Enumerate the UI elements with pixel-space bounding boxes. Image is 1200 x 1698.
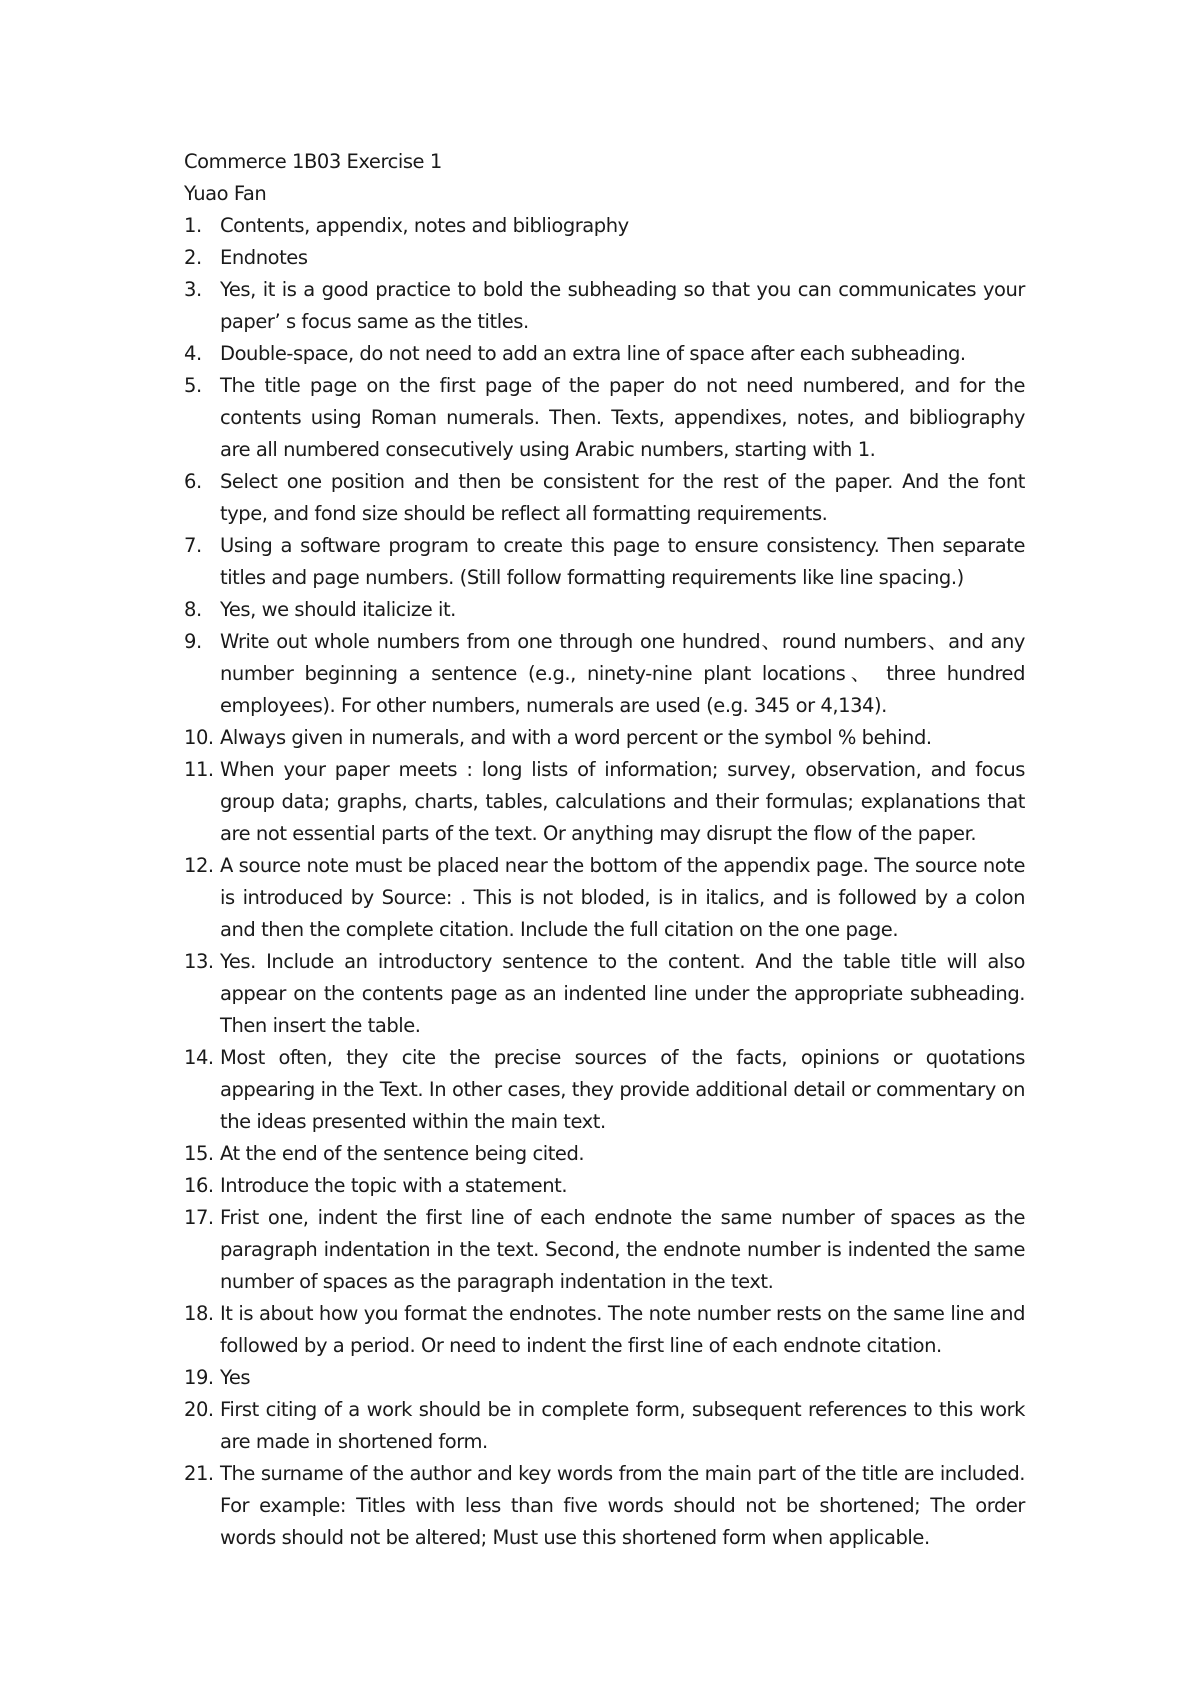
item-number: 6.: [184, 470, 202, 493]
item-number: 4.: [184, 342, 202, 365]
list-item: [184, 242, 1025, 274]
item-text: Frist one, indent the first line of each endnote the same number of spaces as the paragraph indentation in the text. Second, the endnote number is indented the same number of spaces as the paragraph indentation in the text.: [220, 1206, 1025, 1293]
item-text: Double-space, do not need to add an extra line of space after each subheading.: [220, 342, 966, 365]
item-text: At the end of the sentence being cited.: [220, 1142, 585, 1165]
item-number: 15.: [184, 1142, 214, 1165]
list-item: [184, 1394, 1025, 1458]
item-number: 21.: [184, 1462, 214, 1485]
item-number: 17.: [184, 1206, 214, 1229]
list-item: [184, 946, 1025, 1042]
list-item: [184, 1362, 1025, 1394]
item-text: It is about how you format the endnotes. The note number rests on the same line and followed by a period. Or need to indent the first line of each endnote citation.: [220, 1302, 1025, 1357]
item-number: 7.: [184, 534, 202, 557]
document-page: [184, 146, 1025, 1554]
list-item: [184, 210, 1025, 242]
item-number: 8.: [184, 598, 202, 621]
list-item: [184, 1138, 1025, 1170]
list-item: [184, 850, 1025, 946]
item-number: 12.: [184, 854, 214, 877]
item-text: Write out whole numbers from one through one hundred、round numbers、and any number beginning a sentence (e.g., ninety-nine plant locations、 three hundred employees). For other numbers, numerals are used (e.g. 345 or 4,134).: [220, 630, 1025, 717]
item-text: Introduce the topic with a statement.: [220, 1174, 568, 1197]
list-item: [184, 594, 1025, 626]
item-text: Yes: [220, 1366, 251, 1389]
item-number: 1.: [184, 214, 202, 237]
list-item: [184, 338, 1025, 370]
item-text: Using a software program to create this page to ensure consistency. Then separate titles and page numbers. (Still follow formatting requirements like line spacing.): [220, 534, 1025, 589]
list-item: [184, 370, 1025, 466]
item-number: 13.: [184, 950, 214, 973]
list-item: [184, 1298, 1025, 1362]
list-item: [184, 1042, 1025, 1138]
item-number: 10.: [184, 726, 214, 749]
item-text: Select one position and then be consistent for the rest of the paper. And the font type, and fond size should be reflect all formatting requirements.: [220, 470, 1025, 525]
list-item: [184, 1458, 1025, 1554]
answer-list: [184, 210, 1025, 1554]
item-text: Yes, it is a good practice to bold the subheading so that you can communicates your paper’ s focus same as the titles.: [220, 278, 1025, 333]
document-title: Commerce 1B03 Exercise 1: [184, 150, 442, 173]
item-text: Yes, we should italicize it.: [220, 598, 456, 621]
item-text: Yes. Include an introductory sentence to the content. And the table title will also appear on the contents page as an indented line under the appropriate subheading. Then insert the table.: [220, 950, 1025, 1037]
item-text: First citing of a work should be in complete form, subsequent references to this work are made in shortened form.: [220, 1398, 1025, 1453]
author-name: Yuao Fan: [184, 182, 267, 205]
list-item: [184, 466, 1025, 530]
list-item: [184, 1170, 1025, 1202]
item-number: 2.: [184, 246, 202, 269]
item-number: 19.: [184, 1366, 214, 1389]
item-number: 3.: [184, 278, 202, 301]
list-item: [184, 722, 1025, 754]
list-item: [184, 1202, 1025, 1298]
item-text: Contents, appendix, notes and bibliography: [220, 214, 629, 237]
list-item: [184, 530, 1025, 594]
list-item: [184, 626, 1025, 722]
item-number: 20.: [184, 1398, 214, 1421]
item-text: Most often, they cite the precise sources of the facts, opinions or quotations appearing in the Text. In other cases, they provide additional detail or commentary on the ideas presented within the main text.: [220, 1046, 1025, 1133]
list-item: [184, 274, 1025, 338]
item-text: Endnotes: [220, 246, 308, 269]
item-text: The title page on the first page of the paper do not need numbered, and for the contents using Roman numerals. Then. Texts, appendixes, notes, and bibliography are all numbered consecutively using Arabic numbers, starting with 1.: [220, 374, 1025, 461]
item-number: 18.: [184, 1302, 214, 1325]
item-text: Always given in numerals, and with a word percent or the symbol % behind.: [220, 726, 932, 749]
item-text: The surname of the author and key words from the main part of the title are included. For example: Titles with less than five words should not be shortened; The order words should not be altered; Must use this shortened form when applicable.: [220, 1462, 1025, 1549]
item-number: 5.: [184, 374, 202, 397]
item-number: 9.: [184, 630, 202, 653]
item-text: A source note must be placed near the bottom of the appendix page. The source note is introduced by Source: . This is not bloded, is in italics, and is followed by a colon and then the complete citation. Include the full citation on the one page.: [220, 854, 1025, 941]
item-number: 16.: [184, 1174, 214, 1197]
list-item: [184, 754, 1025, 850]
item-number: 11.: [184, 758, 214, 781]
item-text: When your paper meets : long lists of information; survey, observation, and focus group data; graphs, charts, tables, calculations and their formulas; explanations that are not essential parts of the text. Or anything may disrupt the flow of the paper.: [220, 758, 1025, 845]
item-number: 14.: [184, 1046, 214, 1069]
